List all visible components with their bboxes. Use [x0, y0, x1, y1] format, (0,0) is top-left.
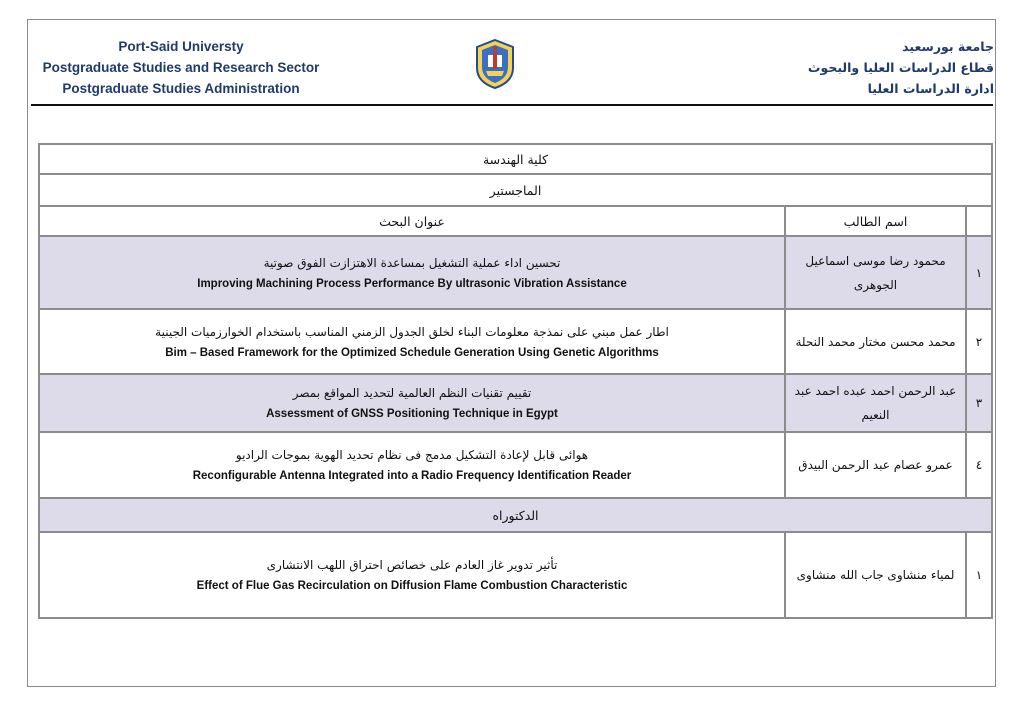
thesis-title-cell — [39, 432, 785, 498]
thesis-title-cell — [39, 309, 785, 374]
thesis-title-en: Effect of Flue Gas Recirculation on Diffusion Flame Combustion Characteristic — [196, 580, 628, 592]
university-crest-icon — [473, 38, 517, 90]
masters-label: الماجستير — [39, 174, 992, 206]
phd-heading-row — [39, 498, 992, 532]
thesis-title-en: Reconfigurable Antenna Integrated into a Radio Frequency Identification Reader — [192, 470, 632, 482]
table-row — [39, 432, 992, 498]
table-row — [39, 309, 992, 374]
faculty-row — [39, 144, 992, 174]
row-number: ٢ — [966, 309, 992, 374]
row-number: ٣ — [966, 374, 992, 432]
header-arabic — [794, 36, 994, 99]
thesis-title-cell — [39, 236, 785, 309]
thesis-title-ar: تقييم تقنيات النظم العالمية لتحديد المواقع بمصر — [292, 386, 532, 400]
row-number: ١ — [966, 532, 992, 618]
thesis-title-ar: تأثير تدوير غاز العادم على خصائص احتراق اللهب الانتشارى — [266, 558, 558, 572]
university-name-ar: جامعة بورسعيد — [902, 39, 994, 54]
thesis-title-en: Bim – Based Framework for the Optimized Schedule Generation Using Genetic Algorithms — [165, 346, 659, 359]
masters-heading-row — [39, 174, 992, 206]
row-number: ١ — [966, 236, 992, 309]
theses-table — [38, 143, 993, 619]
student-name: محمد محسن مختار محمد النحلة — [785, 309, 966, 374]
administration-name-ar: ادارة الدراسات العليا — [867, 81, 994, 96]
table-row — [39, 532, 992, 618]
phd-label: الدكتوراه — [39, 498, 992, 532]
column-header-title: عنوان البحث — [39, 206, 785, 236]
thesis-title-ar: هوائى قابل لإعادة التشكيل مدمج فى نظام تحديد الهوية بموجات الراديو — [235, 448, 589, 462]
thesis-title-cell — [39, 532, 785, 618]
faculty-name: كلية الهندسة — [39, 144, 992, 174]
thesis-title-ar: تحسين اداء عملية التشغيل بمساعدة الاهتزازت الفوق صوتية — [263, 255, 561, 270]
thesis-title-en: Assessment of GNSS Positioning Technique in Egypt — [266, 408, 558, 420]
table-row — [39, 236, 992, 309]
thesis-title-en: Improving Machining Process Performance By ultrasonic Vibration Assistance — [197, 277, 627, 290]
row-number: ٤ — [966, 432, 992, 498]
header-divider — [31, 104, 993, 106]
sector-name-en: Postgraduate Studies and Research Sector — [42, 60, 320, 75]
thesis-title-ar: اطار عمل مبني على نمذجة معلومات البناء لخلق الجدول الزمني المناسب باستخدام الخوارزميات الجينية — [155, 324, 669, 339]
student-name: لمياء منشاوى جاب الله منشاوى — [785, 532, 966, 618]
thesis-title-cell — [39, 374, 785, 432]
sector-name-ar: قطاع الدراسات العليا والبحوث — [807, 60, 994, 75]
column-header-number — [966, 206, 992, 236]
student-name: محمود رضا موسى اسماعيل الجوهرى — [785, 236, 966, 309]
column-header-row — [39, 206, 992, 236]
administration-name-en: Postgraduate Studies Administration — [62, 81, 300, 96]
student-name: عمرو عصام عبد الرحمن البيدق — [785, 432, 966, 498]
student-name: عبد الرحمن احمد عبده احمد عبد النعيم — [785, 374, 966, 432]
table-row — [39, 374, 992, 432]
header-english — [36, 36, 326, 99]
university-name-en: Port-Said Universty — [118, 39, 244, 54]
column-header-name: اسم الطالب — [785, 206, 966, 236]
